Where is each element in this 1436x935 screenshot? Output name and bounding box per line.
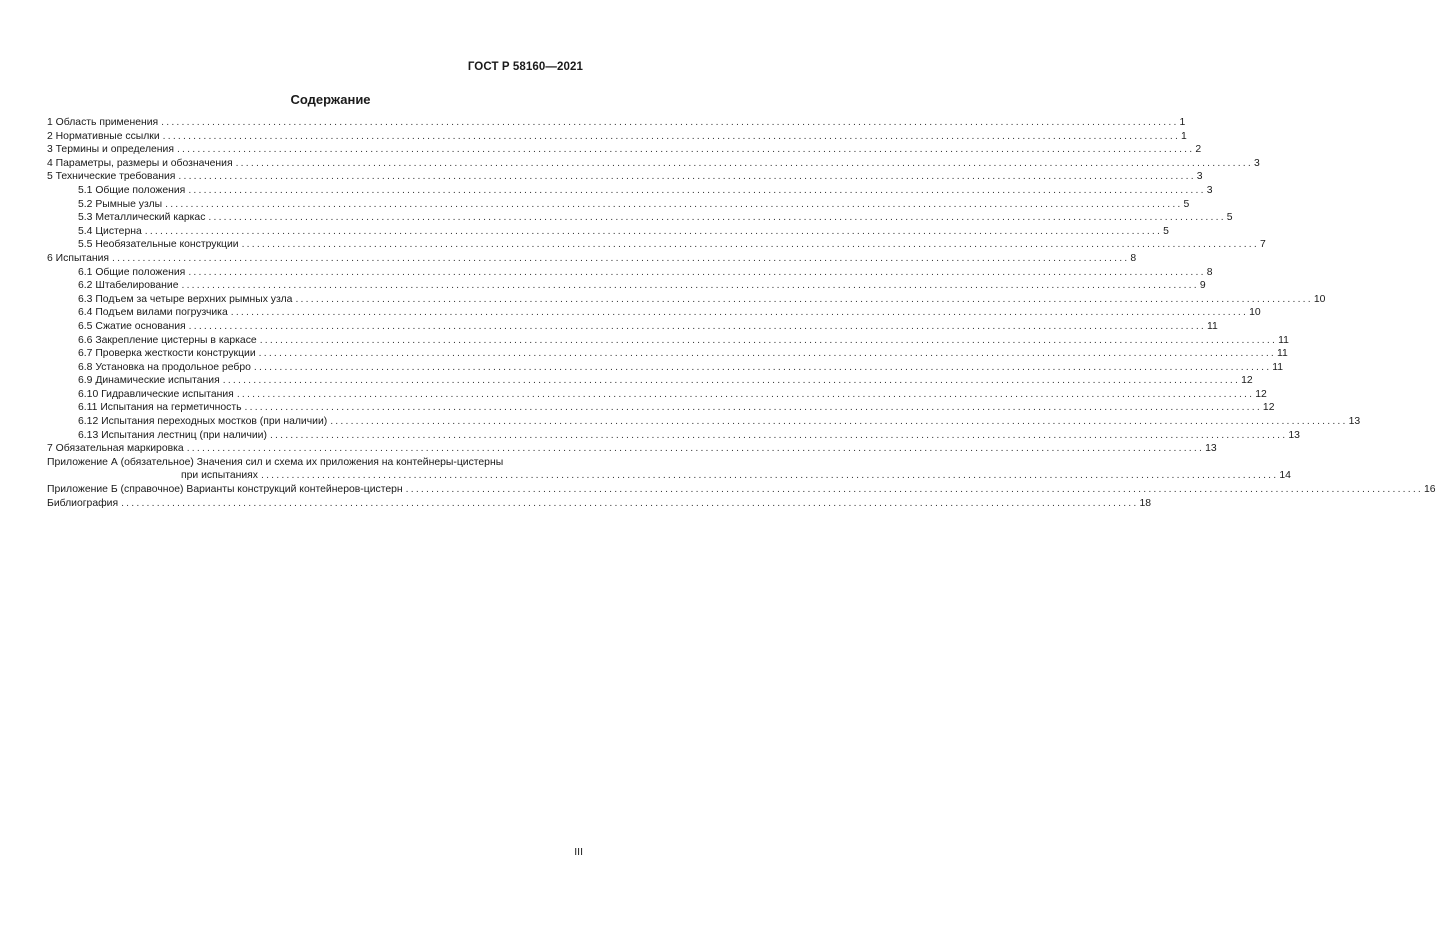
toc-title: Содержание [290,92,371,107]
toc-entry-label: 5.5 Необязательные конструкции [78,239,239,251]
toc-entry[interactable] [47,198,1190,212]
toc-entry-page: 3 [1206,184,1213,196]
toc-entry[interactable] [47,130,1187,144]
toc-entry[interactable] [47,116,1186,130]
toc-entry-label: 5.2 Рымные узлы [78,198,163,210]
toc-leader-dots: ........................................................................................................................................................................................................ [112,252,1130,264]
toc-entry[interactable] [47,157,1260,171]
toc-entry-page: 12 [1241,375,1253,387]
toc-leader-dots: ........................................................................................................................................................................................................ [295,293,1313,305]
toc-leader-dots: ........................................................................................................................................................................................................ [230,307,1249,319]
toc-entry-page: 8 [1206,266,1213,278]
toc-entry-label: 6.2 Штабелирование [78,280,179,292]
toc-entry[interactable] [47,211,1233,225]
toc-entry[interactable] [47,293,1326,307]
toc-entry[interactable] [47,225,1169,239]
toc-entry-page: 14 [1279,470,1291,482]
toc-entry[interactable] [47,497,1152,511]
toc-entry-page: 9 [1199,280,1206,292]
toc-entry-page: 3 [1253,157,1260,169]
toc-leader-dots: ........................................................................................................................................................................................................ [269,429,1288,441]
toc-leader-dots: ........................................................................................................................................................................................................ [253,361,1272,373]
toc-leader-dots: ........................................................................................................................................................................................................ [188,184,1206,196]
toc-entry-page: 7 [1259,239,1266,251]
toc-entry-label: 6.4 Подъем вилами погрузчика [78,307,228,319]
toc-leader-dots: ........................................................................................................................................................................................................ [405,484,1424,496]
toc-entry[interactable] [47,252,1137,266]
toc-entry[interactable] [47,320,1218,334]
toc-entry[interactable] [47,361,1284,375]
toc-entry-label: 6.7 Проверка жесткости конструкции [78,348,256,360]
toc-entry[interactable] [47,334,1289,348]
toc-leader-dots: ........................................................................................................................................................................................................ [186,443,1205,455]
toc-entry-page: 10 [1313,293,1326,305]
toc-entry-page: 16 [1424,484,1436,496]
toc-leader-dots: ........................................................................................................................................................................................................ [236,388,1255,400]
toc-leader-dots: ........................................................................................................................................................................................................ [181,280,1199,292]
toc-leader-dots: ........................................................................................................................................................................................................ [188,320,1207,332]
toc-entry-page: 10 [1249,307,1261,319]
toc-entry-page: 11 [1207,320,1218,332]
toc-entry-page: 1 [1179,117,1186,128]
toc-leader-dots: ........................................................................................................................................................................................................ [241,239,1259,251]
toc-leader-dots: ........................................................................................................................................................................................................ [235,157,1253,169]
toc-entry-page: 12 [1262,402,1275,414]
toc-entry-label: 6.11 Испытания на герметичность [78,402,242,414]
toc-entry-page: 1 [1181,130,1187,142]
toc-entry-page: 5 [1163,225,1169,237]
toc-entry[interactable] [47,374,1253,388]
toc-entry-label: при испытаниях [181,470,258,482]
toc-leader-dots: ........................................................................................................................................................................................................ [258,348,1277,360]
toc-entry[interactable] [47,279,1206,293]
toc-entry-appendix-a-line2[interactable] [47,469,1291,483]
toc-leader-dots: ........................................................................................................................................................................................................ [244,402,1262,414]
toc-entry[interactable] [47,143,1202,157]
toc-leader-dots: ........................................................................................................................................................................................................ [176,144,1195,156]
toc-entry-label: 6.1 Общие положения [78,266,186,278]
toc-entry[interactable] [47,442,1217,456]
toc-leader-dots: ........................................................................................................................................................................................................ [188,266,1206,278]
toc-entry-label: 5.1 Общие положения [78,184,186,196]
table-of-contents [47,116,1436,510]
page-number: III [574,846,583,858]
toc-entry-label: Приложение А (обязательное) Значения сил и схема их приложения на контейнеры-цистерны [47,456,504,468]
toc-entry-label: 6.3 Подъем за четыре верхних рымных узла [78,293,293,305]
toc-entry-label: 6.10 Гидравлические испытания [78,388,234,400]
toc-entry[interactable] [47,401,1275,415]
toc-entry-label: Приложение Б (справочное) Варианты конструкций контейнеров-цистерн [47,484,403,496]
toc-entry-label: 6.5 Сжатие основания [78,320,186,332]
toc-leader-dots: ........................................................................................................................................................................................................ [162,130,1181,142]
toc-tail-entries [47,483,1436,510]
toc-entry-label: 5.3 Металлический каркас [78,212,206,224]
toc-entry-page: 13 [1205,443,1217,455]
toc-entry-label: 7 Обязательная маркировка [47,443,184,455]
toc-entry-label: 5 Технические требования [47,171,176,183]
toc-entry-label: 5.4 Цистерна [78,225,142,237]
toc-entry-page: 5 [1226,212,1233,224]
toc-entry[interactable] [47,238,1266,252]
toc-leader-dots: ........................................................................................................................................................................................................ [260,470,1279,482]
toc-entry[interactable] [47,347,1288,361]
toc-entry[interactable] [47,266,1213,280]
toc-entry[interactable] [47,415,1361,429]
toc-entry-page: 3 [1196,171,1203,183]
toc-entry-label: 6.13 Испытания лестниц (при наличии) [78,429,267,441]
toc-entry-page: 11 [1277,348,1288,360]
toc-entry-label: 4 Параметры, размеры и обозначения [47,157,233,169]
toc-entry-page: 8 [1130,252,1137,264]
toc-entry-page: 13 [1348,416,1361,428]
toc-entry-page: 13 [1288,429,1300,441]
toc-entry-page: 11 [1278,334,1289,346]
toc-leader-dots: ........................................................................................................................................................................................................ [144,225,1163,237]
toc-entry-label: 6.12 Испытания переходных мостков (при наличии) [78,416,328,428]
toc-entry[interactable] [47,388,1267,402]
toc-entry-label: 2 Нормативные ссылки [47,130,160,142]
toc-entry[interactable] [47,429,1300,443]
toc-leader-dots: ........................................................................................................................................................................................................ [208,212,1226,224]
toc-entry-page: 12 [1255,388,1267,400]
toc-entry-label: 6 Испытания [47,252,110,264]
toc-entry-page: 11 [1272,361,1284,373]
toc-leader-dots: ........................................................................................................................................................................................................ [161,117,1179,128]
toc-entry[interactable] [47,306,1261,320]
toc-leader-dots: ........................................................................................................................................................................................................ [165,198,1183,210]
toc-entry-page: 18 [1139,497,1152,509]
document-code: ГОСТ Р 58160—2021 [467,61,583,73]
toc-entry[interactable] [47,170,1203,184]
toc-main-entries [47,116,1361,456]
toc-leader-dots: ........................................................................................................................................................................................................ [222,375,1241,387]
toc-entry-label: 6.9 Динамические испытания [78,375,220,387]
toc-entry-label: Библиография [47,497,119,509]
toc-entry-label: 6.8 Установка на продольное ребро [78,361,251,373]
toc-leader-dots: ........................................................................................................................................................................................................ [121,497,1139,509]
toc-entry-page: 2 [1195,144,1202,156]
toc-leader-dots: ........................................................................................................................................................................................................ [330,416,1348,428]
toc-entry-page: 5 [1183,198,1190,210]
toc-entry-label: 1 Область применения [47,117,159,128]
toc-entry[interactable] [47,184,1213,198]
toc-leader-dots: ........................................................................................................................................................................................................ [259,334,1278,346]
toc-entry-label: 3 Термины и определения [47,144,174,156]
toc-leader-dots: ........................................................................................................................................................................................................ [178,171,1196,183]
toc-entry-label: 6.6 Закрепление цистерны в каркасе [78,334,257,346]
toc-entry-appendix-a-line1[interactable] [47,456,583,470]
toc-entry[interactable] [47,483,1436,497]
